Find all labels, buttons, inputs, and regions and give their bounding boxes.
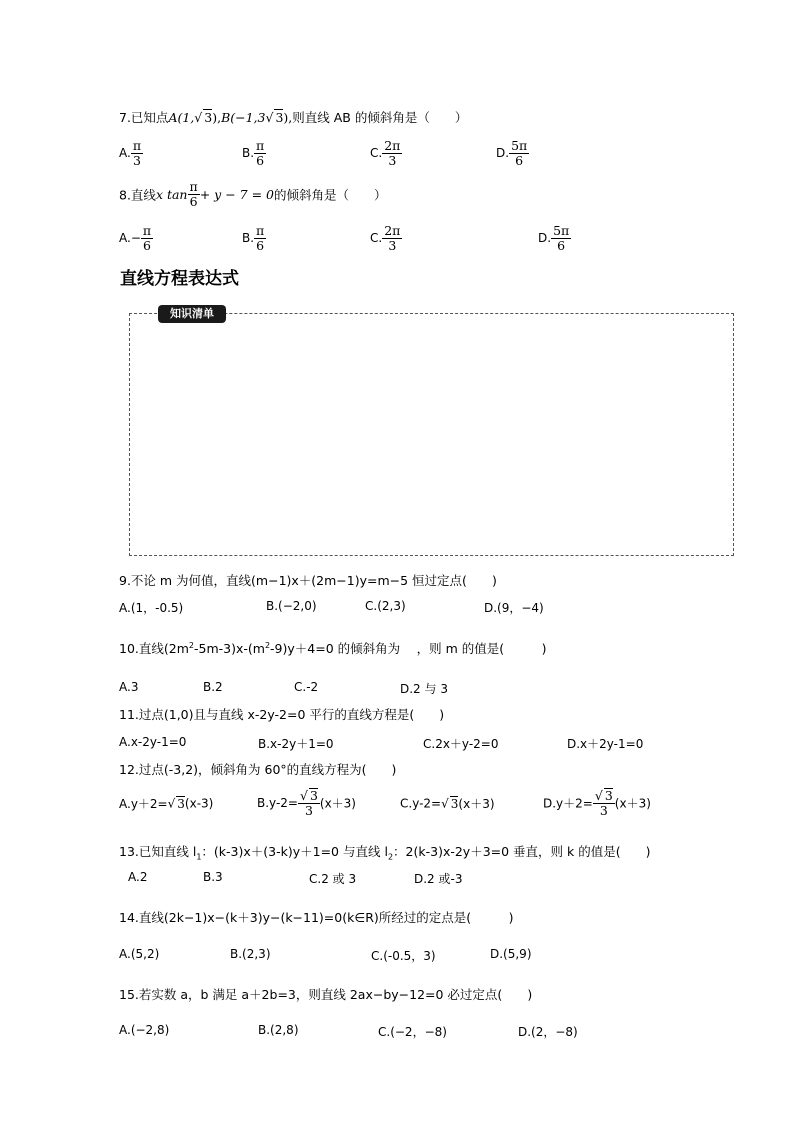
q14-option-d[interactable]: D.(5,9): [490, 947, 532, 961]
denominator: 6: [256, 153, 265, 168]
sqrt-symbol: √: [167, 796, 176, 811]
numerator: π: [256, 138, 265, 153]
sqrt-symbol: √: [441, 796, 449, 811]
option-label: C.: [370, 146, 383, 160]
q10-option-d[interactable]: D.2 与 3: [400, 682, 448, 696]
option-tail: (x＋3): [614, 796, 651, 811]
numerator: [298, 788, 320, 804]
q13-stem-suffix: ：2(k-3)x-2y＋3=0 垂直，则 k 的值是( ): [393, 844, 651, 859]
numerator: π: [132, 138, 142, 153]
q7-sqrt-a: 3: [204, 110, 213, 125]
q7-stem-suffix: 则直线 AB 的倾斜角是（ ）: [292, 110, 468, 125]
numerator: 5π: [511, 138, 528, 153]
sqrt-value: 3: [309, 788, 318, 803]
sqrt-symbol: √: [299, 788, 308, 803]
q14-option-b[interactable]: B.(2,3): [230, 947, 271, 961]
numerator: 2π: [384, 138, 401, 153]
option-label: A.y＋2=: [119, 797, 168, 811]
q9-option-c[interactable]: C.(2,3): [365, 599, 406, 613]
q11-option-c[interactable]: C.2x＋y-2=0: [423, 737, 499, 751]
denominator: 6: [143, 238, 151, 253]
fraction: [509, 139, 529, 168]
denominator: 6: [557, 238, 566, 253]
section-title: 直线方程表达式: [120, 269, 239, 289]
option-label: D.: [496, 146, 510, 160]
q10-stem-prefix: 10.直线(2m: [119, 641, 189, 656]
denominator: 6: [189, 194, 198, 209]
q12-option-d[interactable]: [543, 788, 651, 818]
q10-option-b[interactable]: B.2: [203, 680, 223, 694]
fraction: [593, 788, 615, 818]
q13-option-a[interactable]: A.2: [128, 870, 148, 884]
fraction: [382, 139, 402, 168]
q7-stem-prefix: 7.已知点: [119, 110, 169, 125]
subscript: 1: [196, 852, 202, 862]
question-11-stem: 11.过点(1,0)且与直线 x-2y-2=0 平行的直线方程是( ): [119, 707, 445, 722]
option-label: A.−: [119, 231, 141, 245]
q11-option-a[interactable]: A.x-2y-1=0: [119, 735, 187, 749]
numerator: π: [142, 223, 152, 238]
q8-expr-prefix: x tan: [155, 187, 188, 202]
q13-stem-mid: ：(k-3)x＋(3-k)y＋1=0 与直线 l: [201, 844, 388, 859]
q7-tail: ),: [283, 110, 293, 125]
q8-option-a[interactable]: [119, 224, 153, 253]
q9-option-a[interactable]: A.(1，-0.5): [119, 601, 184, 615]
q7-point-b: B(−1,3: [221, 110, 266, 125]
q15-option-d[interactable]: D.(2，−8): [518, 1025, 578, 1039]
sqrt-symbol: √: [265, 110, 274, 125]
option-label: D.: [538, 231, 552, 245]
question-9-stem: 9.不论 m 为何值，直线(m−1)x＋(2m−1)y=m−5 恒过定点( ): [119, 573, 497, 588]
denominator: 3: [304, 803, 313, 818]
sqrt-value: 3: [604, 788, 613, 803]
denominator: 6: [515, 153, 524, 168]
q10-stem-mid: -5m-3)x-(m: [193, 641, 265, 656]
q10-stem-suffix: -9)y＋4=0 的倾斜角为 ，则 m 的值是( ): [270, 641, 547, 656]
q15-option-b[interactable]: B.(2,8): [258, 1023, 299, 1037]
denominator: 3: [599, 803, 608, 818]
option-label: C.y-2=: [400, 796, 442, 811]
q8-stem-prefix: 8.直线: [119, 187, 156, 203]
fraction: [254, 224, 266, 253]
q10-option-c[interactable]: C.-2: [294, 680, 319, 694]
q7-point-a: A(1,: [168, 110, 195, 125]
numerator: [593, 788, 615, 804]
question-10-stem: [119, 639, 546, 657]
superscript: 2: [264, 640, 271, 650]
q9-option-b[interactable]: B.(−2,0): [266, 599, 317, 613]
q14-option-a[interactable]: A.(5,2): [119, 947, 160, 961]
q14-option-c[interactable]: C.(-0.5，3): [371, 949, 436, 963]
option-label: B.y-2=: [257, 796, 298, 810]
denominator: 6: [256, 238, 265, 253]
q15-option-a[interactable]: A.(−2,8): [119, 1023, 170, 1037]
q7-option-c[interactable]: [370, 139, 402, 168]
denominator: 3: [388, 238, 397, 253]
question-13-stem: [119, 842, 651, 862]
q11-option-b[interactable]: B.x-2y＋1=0: [258, 737, 334, 751]
q15-option-c[interactable]: C.(−2，−8): [378, 1025, 447, 1039]
option-tail: (x-3): [184, 796, 214, 811]
sqrt-symbol: √: [194, 110, 203, 125]
option-label: D.y＋2=: [543, 796, 593, 811]
question-15-stem: 15.若实数 a，b 满足 a＋2b=3，则直线 2ax−by−12=0 必过定点( ): [119, 987, 533, 1002]
q7-mid: ),: [212, 110, 222, 125]
q12-option-a[interactable]: [119, 795, 213, 812]
numerator: π: [256, 223, 265, 238]
option-label: B.: [242, 146, 255, 160]
q8-expr-suffix: + y − 7 = 0: [199, 187, 274, 202]
option-label: A.: [119, 146, 131, 160]
q8-option-b[interactable]: [242, 224, 266, 253]
q8-option-c[interactable]: [370, 224, 402, 253]
option-label: C.: [370, 231, 383, 245]
fraction: [254, 139, 266, 168]
knowledge-tag: 知识清单: [158, 305, 226, 323]
q8-fraction: [188, 180, 200, 209]
sqrt-value: 3: [177, 797, 185, 811]
numerator: 5π: [553, 223, 570, 238]
q10-option-a[interactable]: A.3: [119, 680, 139, 694]
question-8-stem: [119, 180, 387, 209]
sqrt-symbol: √: [594, 788, 603, 803]
q7-option-b[interactable]: [242, 139, 266, 168]
subscript: 2: [387, 852, 394, 862]
q12-option-b[interactable]: [257, 788, 356, 818]
q7-option-a[interactable]: [119, 139, 143, 168]
fraction: [382, 224, 402, 253]
q8-option-d[interactable]: [538, 224, 571, 253]
numerator: 2π: [384, 223, 401, 238]
fraction: [551, 224, 571, 253]
superscript: 2: [188, 640, 194, 650]
question-14-stem: 14.直线(2k−1)x−(k＋3)y−(k−11)=0(k∈R)所经过的定点是( ): [119, 910, 514, 925]
question-7-stem: [119, 108, 467, 126]
option-tail: (x＋3): [458, 797, 495, 811]
option-tail: (x＋3): [319, 796, 356, 811]
knowledge-box: [129, 313, 734, 556]
q7-option-d[interactable]: [496, 139, 529, 168]
q13-option-d[interactable]: D.2 或-3: [414, 872, 463, 886]
q9-option-d[interactable]: D.(9，−4): [484, 601, 544, 615]
q12-option-c[interactable]: [400, 795, 495, 812]
option-label: B.: [242, 231, 255, 245]
numerator: π: [189, 179, 198, 194]
q11-option-d[interactable]: D.x＋2y-1=0: [567, 737, 644, 751]
denominator: 3: [132, 153, 141, 168]
q13-option-b[interactable]: B.3: [203, 870, 223, 884]
fraction: [298, 788, 320, 818]
q8-stem-suffix: 的倾斜角是（ ）: [273, 187, 387, 203]
fraction: [131, 139, 143, 168]
q7-sqrt-b: 3: [275, 110, 284, 125]
q13-option-c[interactable]: C.2 或 3: [309, 872, 357, 886]
sqrt-value: 3: [450, 797, 459, 811]
q13-stem-prefix: 13.已知直线 l: [119, 844, 197, 859]
question-12-stem: 12.过点(-3,2)，倾斜角为 60°的直线方程为( ): [119, 762, 397, 777]
fraction: [141, 224, 153, 253]
denominator: 3: [388, 153, 397, 168]
